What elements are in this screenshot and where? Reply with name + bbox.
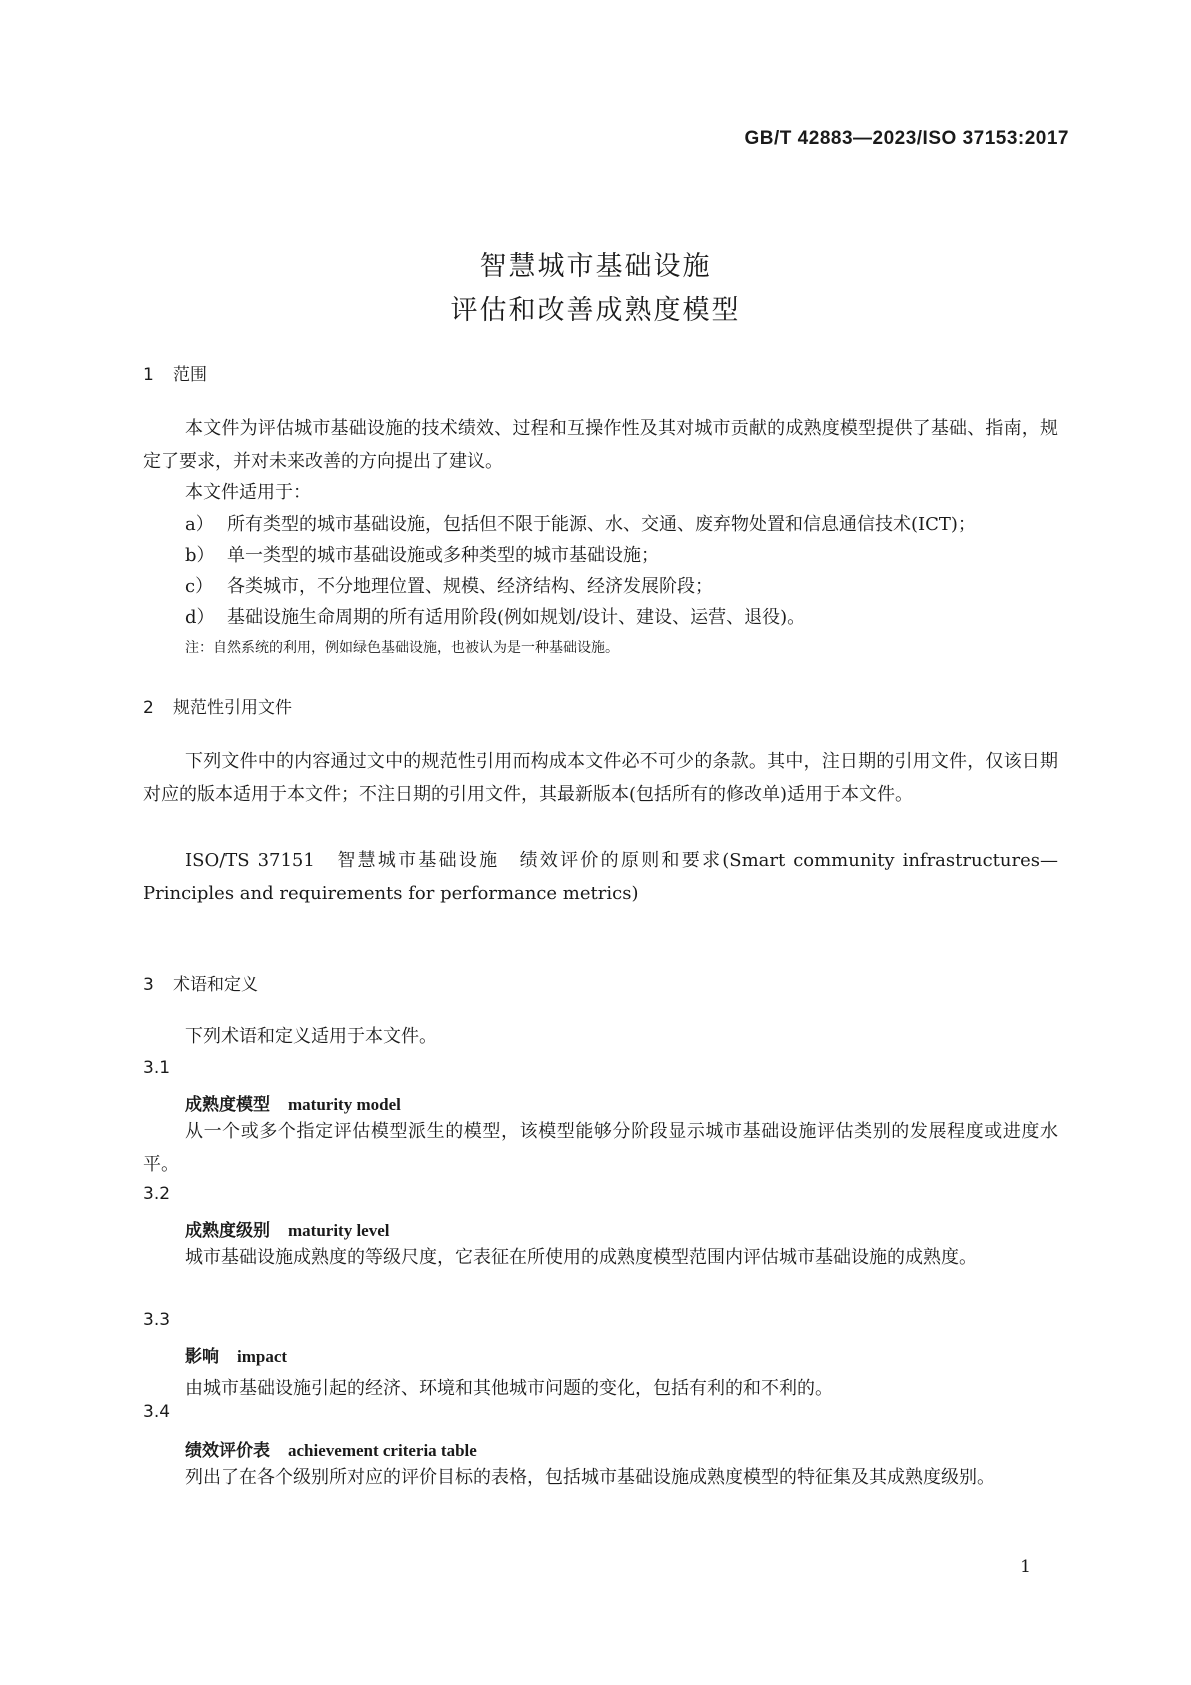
list-item — [185, 541, 659, 567]
term-zh: 成熟度级别 — [185, 1221, 270, 1241]
section-1-note: 注：自然系统的利用，例如绿色基础设施，也被认为是一种基础设施。 — [185, 640, 619, 656]
applies-intro: 本文件适用于： — [185, 482, 311, 503]
list-item — [185, 572, 713, 598]
section-2-heading — [143, 693, 292, 718]
list-item-text: 基础设施生命周期的所有适用阶段(例如规划/设计、建设、运营、退役)。 — [227, 607, 806, 628]
term-zh: 影响 — [185, 1347, 219, 1367]
term-en: achievement criteria table — [288, 1441, 477, 1460]
term-number: 3.3 — [143, 1310, 171, 1330]
document-title-line1: 智慧城市基础设施 — [479, 251, 712, 282]
term-title — [185, 1436, 477, 1461]
list-item-label: b） — [185, 545, 215, 566]
list-item-label: d） — [185, 607, 215, 628]
term-zh: 绩效评价表 — [185, 1441, 270, 1461]
list-item — [185, 603, 805, 629]
term-en: maturity level — [288, 1221, 390, 1240]
term-definition: 由城市基础设施引起的经济、环境和其他城市问题的变化，包括有利的和不利的。 — [185, 1378, 833, 1399]
normative-reference: ISO/TS 37151 智慧城市基础设施 绩效评价的原则和要求(Smart community infrastructures—Principles and requirements for performance metrics) — [143, 850, 1058, 904]
list-item-text: 所有类型的城市基础设施，包括但不限于能源、水、交通、废弃物处置和信息通信技术(ICT)； — [227, 514, 976, 535]
term-title — [185, 1216, 390, 1241]
list-item — [185, 510, 976, 536]
term-definition: 列出了在各个级别所对应的评价目标的表格，包括城市基础设施成熟度模型的特征集及其成熟度级别。 — [185, 1467, 995, 1488]
section-2-paragraph: 下列文件中的内容通过文中的规范性引用而构成本文件必不可少的条款。其中，注日期的引用文件，仅该日期对应的版本适用于本文件；不注日期的引用文件，其最新版本(包括所有的修改单)适用于本文件。 — [143, 751, 1058, 805]
term-title — [185, 1090, 401, 1115]
list-item-text: 单一类型的城市基础设施或多种类型的城市基础设施； — [227, 545, 659, 566]
section-3-heading — [143, 970, 258, 995]
standard-code: GB/T 42883—2023/ISO 37153:2017 — [744, 128, 1069, 149]
term-definition: 城市基础设施成熟度的等级尺度，它表征在所使用的成熟度模型范围内评估城市基础设施的成熟度。 — [185, 1247, 977, 1268]
section-2-title: 规范性引用文件 — [173, 698, 292, 718]
list-item-text: 各类城市，不分地理位置、规模、经济结构、经济发展阶段； — [227, 576, 713, 597]
list-item-label: a） — [185, 514, 214, 535]
section-3-intro: 下列术语和定义适用于本文件。 — [185, 1026, 437, 1047]
section-3-number: 3 — [143, 975, 154, 995]
term-number: 3.1 — [143, 1058, 171, 1078]
term-zh: 成熟度模型 — [185, 1095, 270, 1115]
term-en: impact — [237, 1347, 288, 1366]
section-3-title: 术语和定义 — [173, 975, 258, 995]
section-2-number: 2 — [143, 698, 154, 718]
term-number: 3.4 — [143, 1402, 171, 1422]
section-1-title: 范围 — [173, 365, 207, 385]
page-number: 1 — [1020, 1557, 1031, 1577]
section-1-paragraph: 本文件为评估城市基础设施的技术绩效、过程和互操作性及其对城市贡献的成熟度模型提供了基础、指南，规定了要求，并对未来改善的方向提出了建议。 — [143, 418, 1058, 472]
term-number: 3.2 — [143, 1184, 171, 1204]
section-1-number: 1 — [143, 365, 154, 385]
term-title — [185, 1342, 287, 1367]
term-en: maturity model — [288, 1095, 401, 1114]
list-item-label: c） — [185, 576, 214, 597]
document-title-line2: 评估和改善成熟度模型 — [450, 295, 741, 326]
section-1-heading — [143, 360, 207, 385]
term-definition: 从一个或多个指定评估模型派生的模型，该模型能够分阶段显示城市基础设施评估类别的发展程度或进度水平。 — [143, 1121, 1058, 1175]
